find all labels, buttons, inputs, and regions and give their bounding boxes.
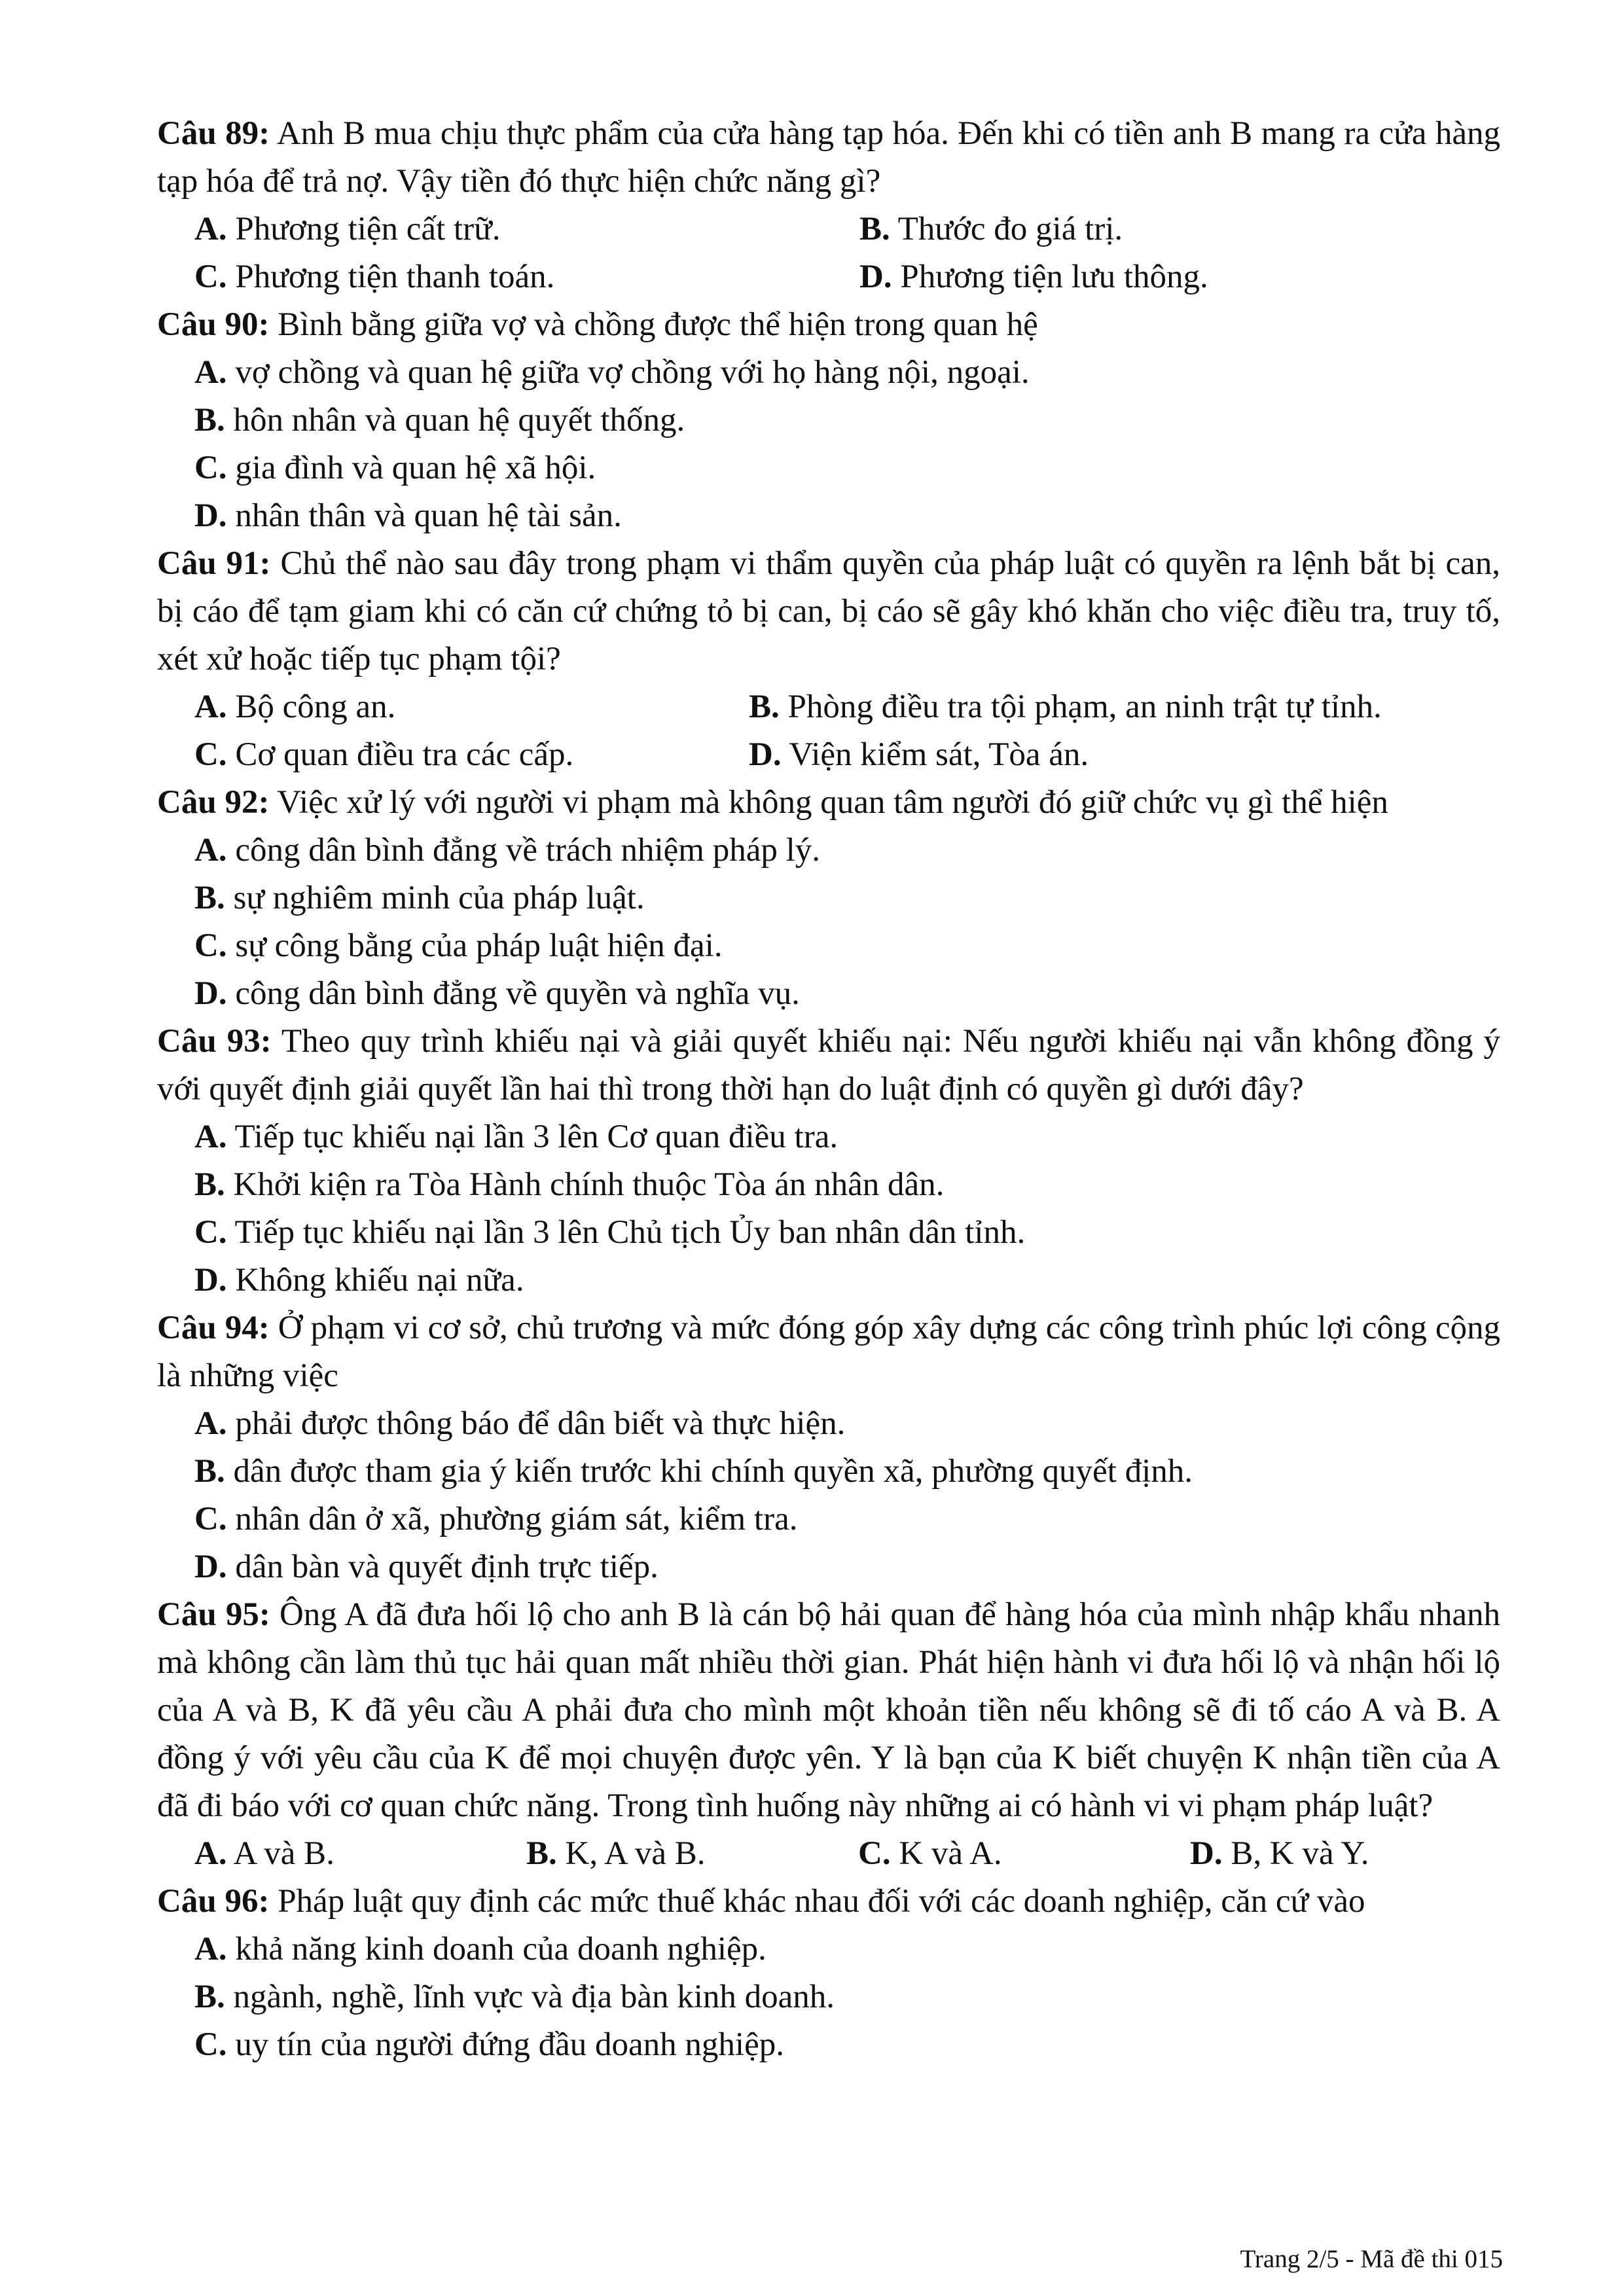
option-b[interactable]: B. hôn nhân và quan hệ quyết thống. (194, 402, 685, 439)
option-d[interactable]: D. dân bàn và quyết định trực tiếp. (194, 1549, 659, 1585)
question-text: Pháp luật quy định các mức thuế khác nhau đối với các doanh nghiệp, căn cứ vào (278, 1883, 1365, 1920)
question-stem (157, 779, 1500, 827)
question-stem (157, 110, 1500, 206)
question-text: Anh B mua chịu thực phẩm của cửa hàng tạp hóa. Đến khi có tiền anh B mang ra cửa hàng tạp hóa để trả nợ. Vậy tiền đó thực hiện chức năng gì? (157, 115, 1500, 200)
question-stem (157, 1304, 1500, 1400)
option-c[interactable]: C. nhân dân ở xã, phường giám sát, kiểm tra. (194, 1501, 798, 1537)
option-a[interactable]: A. công dân bình đẳng về trách nhiệm pháp lý. (194, 832, 821, 869)
options-row (194, 253, 1500, 301)
question-stem (157, 1878, 1500, 1926)
options-row (194, 683, 1500, 731)
question-96 (157, 1878, 1500, 2069)
option-b[interactable]: B. dân được tham gia ý kiến trước khi chính quyền xã, phường quyết định. (194, 1453, 1193, 1490)
option-c[interactable]: C. Tiếp tục khiếu nại lần 3 lên Chủ tịch Ủy ban nhân dân tỉnh. (194, 1214, 1026, 1251)
question-label: Câu 90: (157, 306, 270, 343)
options-row (194, 1830, 1500, 1878)
option-c[interactable]: C. K và A. (858, 1835, 1002, 1872)
question-text: Chủ thể nào sau đây trong phạm vi thẩm quyền của pháp luật có quyền ra lệnh bắt bị can, bị cáo để tạm giam khi có căn cứ chứng tỏ bị can, bị cáo sẽ gây khó khăn cho việc điều tra, truy tố, xét xử hoặc tiếp tục phạm tội? (157, 545, 1501, 677)
option-c[interactable]: C. gia đình và quan hệ xã hội. (194, 450, 596, 486)
option-a[interactable]: A. phải được thông báo để dân biết và thực hiện. (194, 1405, 846, 1442)
option-a[interactable]: A. A và B. (194, 1835, 334, 1872)
question-stem (157, 540, 1500, 683)
question-stem (157, 301, 1500, 349)
option-b[interactable]: B. ngành, nghề, lĩnh vực và địa bàn kinh doanh. (194, 1979, 835, 2015)
option-a[interactable]: A. Phương tiện cất trữ. (194, 211, 501, 247)
question-label: Câu 89: (157, 115, 270, 152)
question-90 (157, 301, 1500, 540)
question-label: Câu 96: (157, 1883, 270, 1920)
option-d[interactable]: D. nhân thân và quan hệ tài sản. (194, 497, 622, 534)
question-94 (157, 1304, 1500, 1591)
question-89 (157, 110, 1500, 301)
question-95 (157, 1591, 1500, 1878)
option-a[interactable]: A. vợ chồng và quan hệ giữa vợ chồng với họ hàng nội, ngoại. (194, 354, 1030, 391)
question-text: Bình bằng giữa vợ và chồng được thể hiện trong quan hệ (278, 306, 1038, 343)
question-label: Câu 93: (157, 1023, 272, 1060)
question-91 (157, 540, 1500, 779)
page-footer: Trang 2/5 - Mã đề thi 015 (1240, 2245, 1503, 2273)
option-d[interactable]: D. công dân bình đẳng về quyền và nghĩa vụ. (194, 975, 800, 1012)
option-d[interactable]: D. Không khiếu nại nữa. (194, 1262, 524, 1299)
option-d[interactable]: D. B, K và Y. (1190, 1835, 1369, 1872)
question-92 (157, 779, 1500, 1018)
options-row (194, 731, 1500, 779)
option-a[interactable]: A. khả năng kinh doanh của doanh nghiệp. (194, 1931, 767, 1967)
option-b[interactable]: B. sự nghiêm minh của pháp luật. (194, 880, 645, 916)
question-label: Câu 92: (157, 784, 270, 821)
question-stem (157, 1018, 1500, 1113)
option-d[interactable]: D. Viện kiểm sát, Tòa án. (749, 736, 1089, 773)
option-b[interactable]: B. Phòng điều tra tội phạm, an ninh trật tự tỉnh. (749, 689, 1382, 725)
question-label: Câu 95: (157, 1596, 270, 1633)
option-b[interactable]: B. Thước đo giá trị. (859, 211, 1123, 247)
question-93 (157, 1018, 1500, 1304)
options-row (194, 206, 1500, 253)
option-c[interactable]: C. uy tín của người đứng đầu doanh nghiệp. (194, 2026, 784, 2063)
question-label: Câu 91: (157, 545, 271, 582)
option-c[interactable]: C. sự công bằng của pháp luật hiện đại. (194, 927, 723, 964)
question-stem (157, 1591, 1500, 1830)
question-text: Việc xử lý với người vi phạm mà không quan tâm người đó giữ chức vụ gì thể hiện (277, 784, 1388, 821)
question-label: Câu 94: (157, 1310, 270, 1346)
option-b[interactable]: B. K, A và B. (526, 1835, 706, 1872)
question-text: Ông A đã đưa hối lộ cho anh B là cán bộ hải quan để hàng hóa của mình nhập khẩu nhanh mà không cần làm thủ tục hải quan mất nhiều thời gian. Phát hiện hành vi đưa hối lộ và nhận hối lộ của A và B, K đã yêu cầu A phải đưa cho mình một khoản tiền nếu không sẽ đi tố cáo A và B. A đồng ý với yêu cầu của K để mọi chuyện được yên. Y là bạn của K biết chuyện K nhận tiền của A đã đi báo với cơ quan chức năng. Trong tình huống này những ai có hành vi vi phạm pháp luật? (157, 1596, 1501, 1824)
option-b[interactable]: B. Khởi kiện ra Tòa Hành chính thuộc Tòa án nhân dân. (194, 1166, 945, 1203)
option-d[interactable]: D. Phương tiện lưu thông. (859, 259, 1208, 295)
option-c[interactable]: C. Cơ quan điều tra các cấp. (194, 736, 574, 773)
question-text: Theo quy trình khiếu nại và giải quyết khiếu nại: Nếu người khiếu nại vẫn không đồng ý với quyết định giải quyết lần hai thì trong thời hạn do luật định có quyền gì dưới đây? (157, 1023, 1500, 1107)
option-c[interactable]: C. Phương tiện thanh toán. (194, 259, 555, 295)
question-text: Ở phạm vi cơ sở, chủ trương và mức đóng góp xây dựng các công trình phúc lợi công cộng là những việc (157, 1310, 1500, 1394)
option-a[interactable]: A. Bộ công an. (194, 689, 396, 725)
exam-page (157, 110, 1500, 2069)
option-a[interactable]: A. Tiếp tục khiếu nại lần 3 lên Cơ quan điều tra. (194, 1119, 839, 1155)
